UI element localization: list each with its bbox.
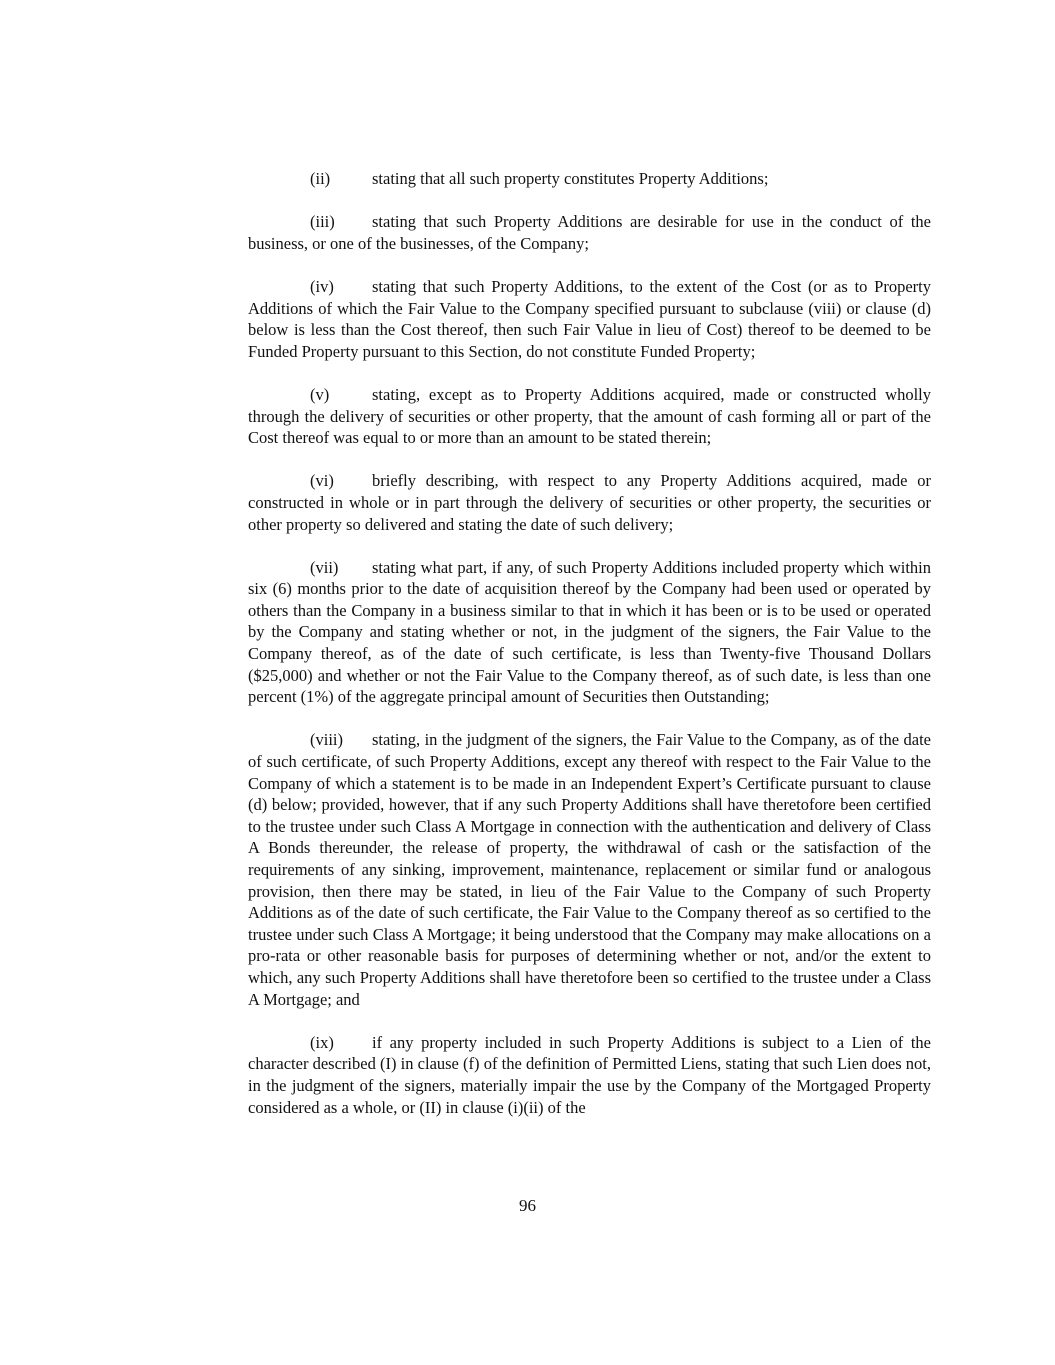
clause-text: stating that all such property constitutes Property Additions;	[372, 169, 769, 188]
clause-vi	[248, 470, 931, 535]
clause-number: (iii)	[310, 212, 335, 232]
clause-text: stating what part, if any, of such Property Additions included property which within six (6) months prior to the date of acquisition thereof by the Company had been used or operated by others than the Company in a business similar to that in which it has been or is to be used or operated by the Company and stating whether or not, in the judgment of the signers, the Fair Value to the Company thereof, as of the date of such certificate, is less than Twenty-five Thousand Dollars ($25,000) and whether or not the Fair Value to the Company thereof, as of such date, is less than one percent (1%) of the aggregate principal amount of Securities then Outstanding;	[248, 557, 931, 707]
clause-number: (vi)	[310, 471, 334, 491]
clause-number: (v)	[310, 384, 330, 404]
clause-text: stating that such Property Additions are desirable for use in the conduct of the business, or one of the businesses, of the Company;	[248, 212, 931, 253]
clause-viii	[248, 729, 931, 1010]
clause-text: briefly describing, with respect to any Property Additions acquired, made or constructed in whole or in part through the delivery of securities or other property, the securities or other property so delivered and stating the date of such delivery;	[248, 471, 931, 534]
clause-number: (iv)	[310, 276, 334, 296]
clause-text: if any property included in such Property Additions is subject to a Lien of the character described (I) in clause (f) of the definition of Permitted Liens, stating that such Lien does not, in the judgment of the signers, materially impair the use by the Company of the Mortgaged Property considered as a whole, or (II) in clause (i)(ii) of the	[248, 1032, 931, 1117]
page-number: 96	[519, 1196, 536, 1215]
clause-iii	[248, 211, 931, 254]
clause-text: stating, except as to Property Additions acquired, made or constructed wholly through the delivery of securities or other property, that the amount of cash forming all or part of the Cost thereof was equal to or more than an amount to be stated therein;	[248, 384, 931, 448]
clause-vii	[248, 557, 931, 708]
clause-number: (viii)	[310, 730, 343, 750]
clause-number: (vii)	[310, 557, 339, 577]
clause-v	[248, 384, 931, 449]
document-page	[248, 168, 931, 1118]
clause-text: stating that such Property Additions, to the extent of the Cost (or as to Property Additions of which the Fair Value to the Company specified pursuant to subclause (viii) or clause (d) below is less than the Cost thereof, then such Fair Value in lieu of Cost) thereof to be deemed to be Funded Property pursuant to this Section, do not constitute Funded Property;	[248, 276, 931, 361]
clause-text: stating, in the judgment of the signers, the Fair Value to the Company, as of the date of such certificate, of such Property Additions, except any thereof with respect to the Fair Value to the Company of which a statement is to be made in an Independent Expert’s Certificate pursuant to clause (d) below; provided, however, that if any such Property Additions shall have theretofore been certified to the trustee under such Class A Mortgage in connection with the authentication and delivery of Class A Bonds thereunder, the release of property, the withdrawal of cash or the satisfaction of the requirements of any sinking, improvement, maintenance, replacement or similar fund or analogous provision, then there may be stated, in lieu of the Fair Value to the Company of such Property Additions as of the date of such certificate, the Fair Value to the Company thereof as so certified to the trustee under such Class A Mortgage; it being understood that the Company may make allocations on a pro-rata or other reasonable basis for purposes of determining whether or not, and/or the extent to which, any such Property Additions shall have theretofore been so certified to the trustee under a Class A Mortgage; and	[248, 730, 931, 1009]
clause-ii	[248, 168, 931, 190]
clause-ix	[248, 1032, 931, 1118]
clause-number: (ii)	[310, 169, 331, 188]
clause-number: (ix)	[310, 1032, 334, 1052]
clause-iv	[248, 276, 931, 362]
